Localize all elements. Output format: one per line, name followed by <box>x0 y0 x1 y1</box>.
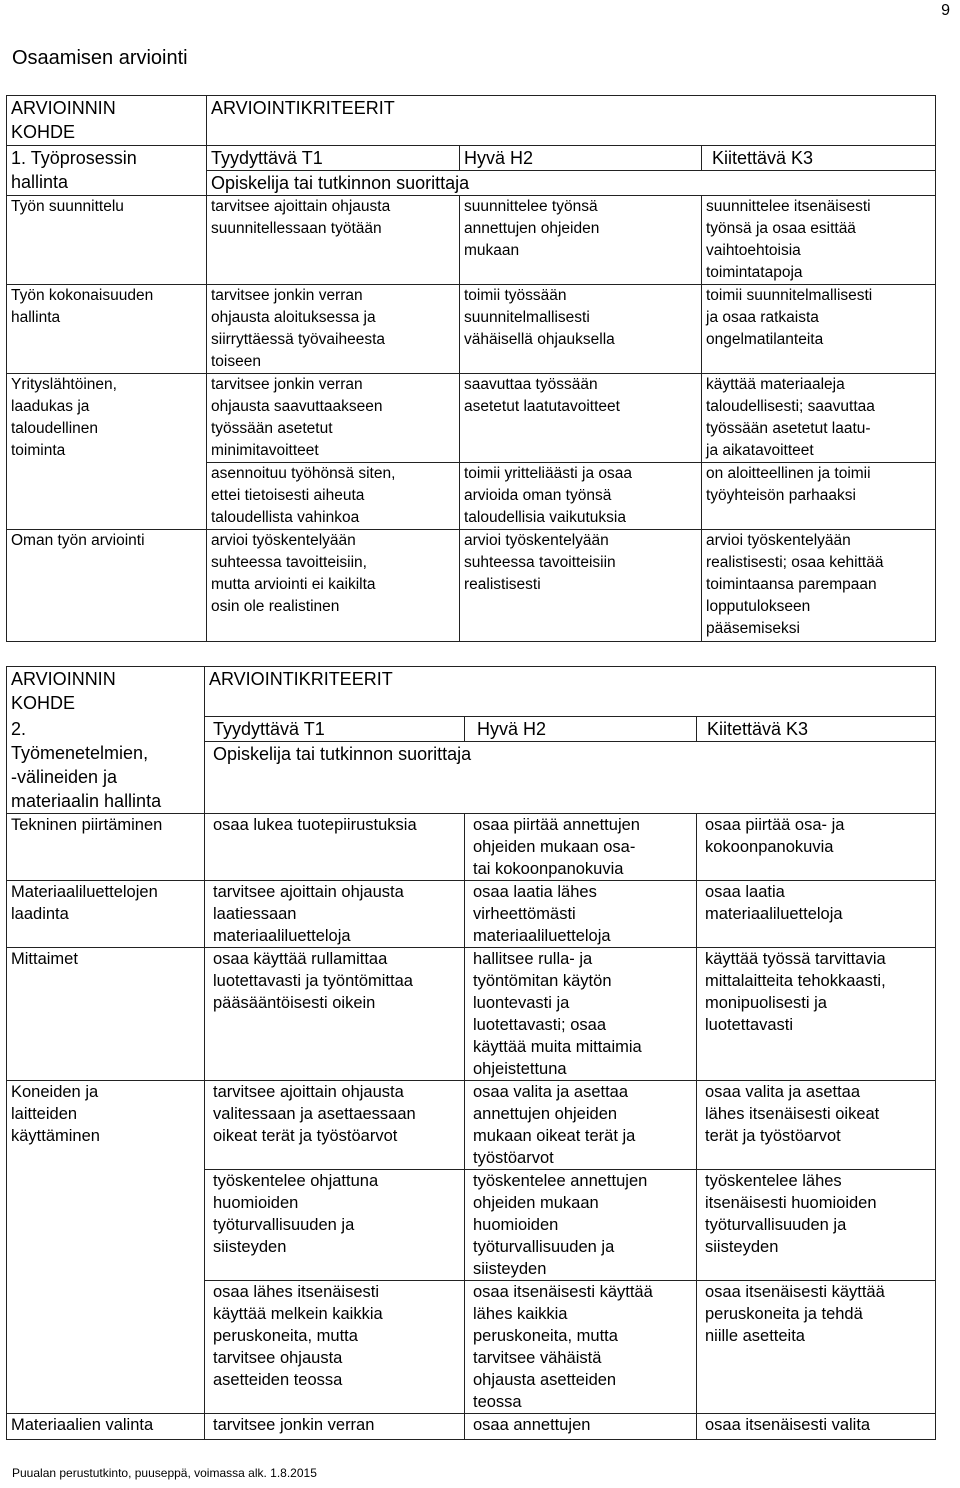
row-target: Oman työn arviointi <box>7 530 207 642</box>
h2-criteria: työskentelee annettujen ohjeiden mukaan huomioiden työturvallisuuden ja siisteyden <box>465 1170 697 1281</box>
k3-criteria: osaa itsenäisesti valita <box>697 1414 936 1440</box>
kohde-header: ARVIOINNIN KOHDE <box>7 667 205 717</box>
subject-header: Opiskelija tai tutkinnon suorittaja <box>207 171 936 196</box>
h2-criteria: toimii yritteliäästi ja osaa arvioida oman työnsä taloudellisia vaikutuksia <box>460 463 702 530</box>
h2-criteria: saavuttaa työssään asetetut laatutavoitteet <box>460 374 702 463</box>
k3-criteria: käyttää työssä tarvittavia mittalaitteita tehokkaasti, monipuolisesti ja luotettavasti <box>697 948 936 1081</box>
k3-criteria: suunnittelee itsenäisesti työnsä ja osaa esittää vaihtoehtoisia toimintatapoja <box>702 196 936 285</box>
table-row <box>7 948 936 1081</box>
h2-criteria: osaa annettujen <box>465 1414 697 1440</box>
k3-criteria: työskentelee lähes itsenäisesti huomioiden työturvallisuuden ja siisteyden <box>697 1170 936 1281</box>
table-row <box>7 196 936 285</box>
assessment-table-1 <box>6 95 936 642</box>
row-target: Tekninen piirtäminen <box>7 814 205 881</box>
t1-criteria: tarvitsee ajoittain ohjausta valitessaan ja asettaessaan oikeat terät ja työstöarvot <box>205 1081 465 1170</box>
grade-t1-header: Tyydyttävä T1 <box>207 146 460 171</box>
h2-criteria: hallitsee rulla- ja työntömitan käytön luontevasti ja luotettavasti; osaa käyttää muita mittaimia ohjeistettuna <box>465 948 697 1081</box>
kohde-header: ARVIOINNIN KOHDE <box>7 96 207 146</box>
k3-criteria: käyttää materiaaleja taloudellisesti; saavuttaa työssään asetetut laatu- ja aikatavoitteet <box>702 374 936 463</box>
grade-k3-header: Kiitettävä K3 <box>702 146 936 171</box>
t1-criteria: tarvitsee jonkin verran <box>205 1414 465 1440</box>
t1-criteria: tarvitsee jonkin verran ohjausta aloituksessa ja siirryttäessä työvaiheesta toiseen <box>207 285 460 374</box>
h2-criteria: osaa itsenäisesti käyttää lähes kaikkia peruskoneita, mutta tarvitsee vähäistä ohjausta asetteiden teossa <box>465 1281 697 1414</box>
h2-criteria: osaa laatia lähes virheettömästi materiaaliluetteloja <box>465 881 697 948</box>
k3-criteria: osaa piirtää osa- ja kokoonpanokuvia <box>697 814 936 881</box>
t1-criteria: osaa lukea tuotepiirustuksia <box>205 814 465 881</box>
k3-criteria: toimii suunnitelmallisesti ja osaa ratkaista ongelmatilanteita <box>702 285 936 374</box>
h2-criteria: toimii työssään suunnitelmallisesti vähäisellä ohjauksella <box>460 285 702 374</box>
row-target: Mittaimet <box>7 948 205 1081</box>
kriteerit-header: ARVIOINTIKRITEERIT <box>207 96 936 146</box>
t1-criteria: tarvitsee ajoittain ohjausta suunnitellessaan työtään <box>207 196 460 285</box>
h2-criteria: arvioi työskentelyään suhteessa tavoitteisiin realistisesti <box>460 530 702 642</box>
table-row <box>7 1414 936 1440</box>
k3-criteria: osaa itsenäisesti käyttää peruskoneita ja tehdä niille asetteita <box>697 1281 936 1414</box>
row-target: Materiaalien valinta <box>7 1414 205 1440</box>
row-target: Työn kokonaisuuden hallinta <box>7 285 207 374</box>
kohde-title: 1. Työprosessin hallinta <box>7 146 207 196</box>
k3-criteria: osaa valita ja asettaa lähes itsenäisesti oikeat terät ja työstöarvot <box>697 1081 936 1170</box>
table-row <box>7 530 936 642</box>
h2-criteria: suunnittelee työnsä annettujen ohjeiden mukaan <box>460 196 702 285</box>
k3-criteria: osaa laatia materiaaliluetteloja <box>697 881 936 948</box>
grade-h2-header: Hyvä H2 <box>465 717 697 742</box>
page-footer: Puualan perustutkinto, puuseppä, voimassa alk. 1.8.2015 <box>12 1466 317 1480</box>
t1-criteria: arvioi työskentelyään suhteessa tavoitteisiin, mutta arviointi ei kaikilta osin ole realistinen <box>207 530 460 642</box>
t1-criteria: tarvitsee ajoittain ohjausta laatiessaan materiaaliluetteloja <box>205 881 465 948</box>
grade-k3-header: Kiitettävä K3 <box>697 717 936 742</box>
t1-criteria: työskentelee ohjattuna huomioiden työturvallisuuden ja siisteyden <box>205 1170 465 1281</box>
t1-criteria: osaa käyttää rullamittaa luotettavasti ja työntömittaa pääsääntöisesti oikein <box>205 948 465 1081</box>
subject-header: Opiskelija tai tutkinnon suorittaja <box>205 742 936 814</box>
h2-criteria: osaa valita ja asettaa annettujen ohjeiden mukaan oikeat terät ja työstöarvot <box>465 1081 697 1170</box>
t1-criteria: asennoituu työhönsä siten, ettei tietoisesti aiheuta taloudellista vahinkoa <box>207 463 460 530</box>
page-heading: Osaamisen arviointi <box>12 47 188 69</box>
h2-criteria: osaa piirtää annettujen ohjeiden mukaan osa- tai kokoonpanokuvia <box>465 814 697 881</box>
grade-t1-header: Tyydyttävä T1 <box>205 717 465 742</box>
row-target: Yrityslähtöinen, laadukas ja taloudellinen toiminta <box>7 374 207 530</box>
row-target: Työn suunnittelu <box>7 196 207 285</box>
row-target: Koneiden ja laitteiden käyttäminen <box>7 1081 205 1414</box>
table-row <box>7 814 936 881</box>
table-row <box>7 374 936 463</box>
row-target: Materiaaliluettelojen laadinta <box>7 881 205 948</box>
grade-h2-header: Hyvä H2 <box>460 146 702 171</box>
kriteerit-header: ARVIOINTIKRITEERIT <box>205 667 936 717</box>
table-row <box>7 881 936 948</box>
k3-criteria: arvioi työskentelyään realistisesti; osaa kehittää toimintaansa parempaan lopputulokseen pääsemiseksi <box>702 530 936 642</box>
k3-criteria: on aloitteellinen ja toimii työyhteisön parhaaksi <box>702 463 936 530</box>
page-number: 9 <box>941 2 950 19</box>
assessment-table-2 <box>6 666 936 1440</box>
table-row <box>7 1081 936 1170</box>
table-row <box>7 285 936 374</box>
kohde-title: 2. Työmenetelmien, -välineiden ja materiaalin hallinta <box>7 717 205 814</box>
t1-criteria: osaa lähes itsenäisesti käyttää melkein kaikkia peruskoneita, mutta tarvitsee ohjausta asetteiden teossa <box>205 1281 465 1414</box>
t1-criteria: tarvitsee jonkin verran ohjausta saavuttaakseen työssään asetetut minimitavoitteet <box>207 374 460 463</box>
